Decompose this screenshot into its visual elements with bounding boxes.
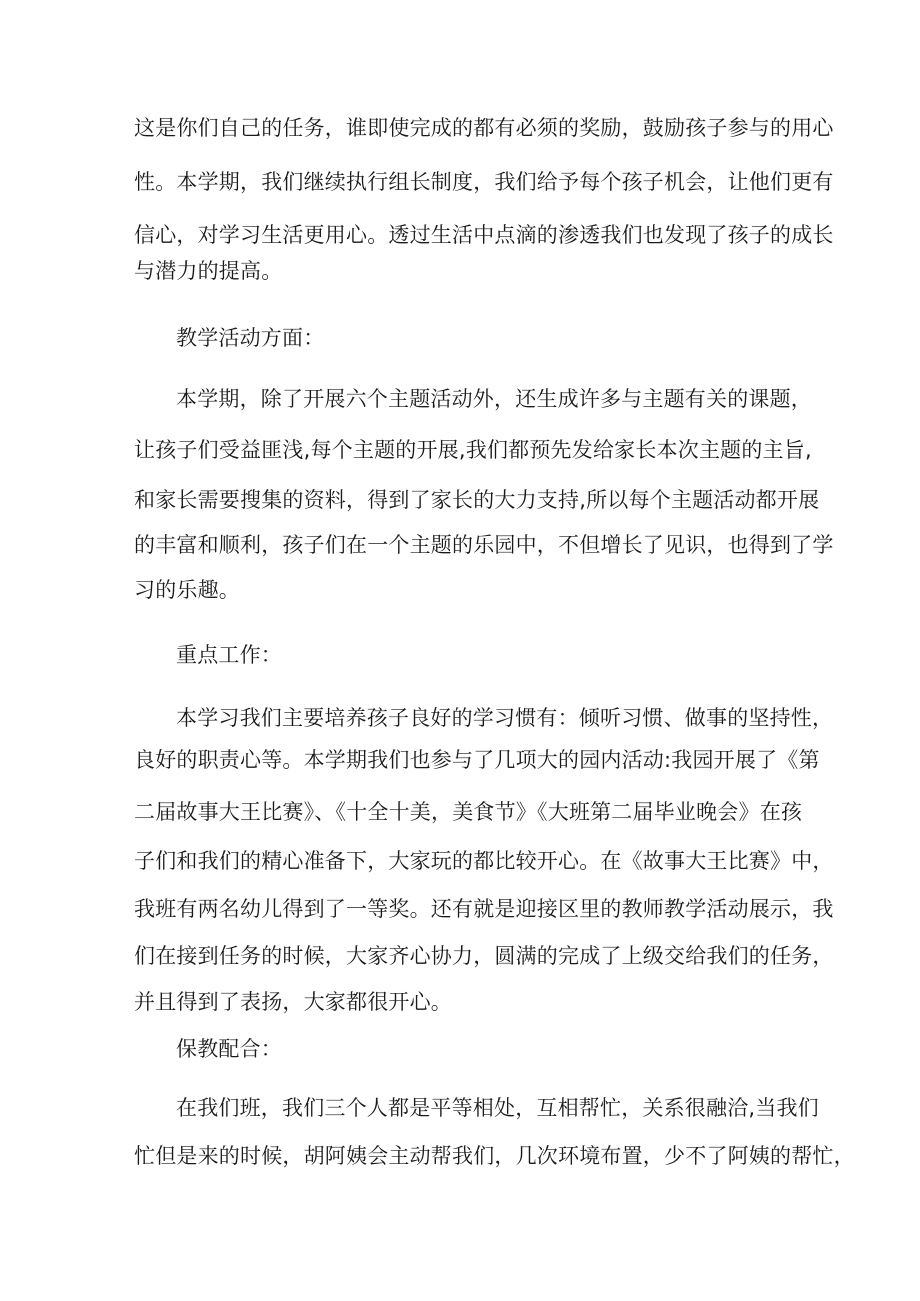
- paragraph-1-line-2: 性。本学期，我们继续执行组长制度，我们给予每个孩子机会，让他们更有: [134, 170, 834, 194]
- heading-cooperation: 保教配合：: [176, 1037, 282, 1061]
- paragraph-teaching-line-3: 和家长需要搜集的资料，得到了家长的大力支持,所以每个主题活动都开展: [134, 488, 820, 512]
- paragraph-1-line-1: 这是你们自己的任务，谁即使完成的都有必须的奖励，鼓励孩子参与的用心: [134, 116, 834, 140]
- heading-key-work: 重点工作：: [176, 643, 282, 667]
- paragraph-key-work-line-2: 良好的职责心等。本学期我们也参与了几项大的园内活动:我园开展了《第: [134, 748, 820, 772]
- paragraph-teaching-line-4: 的丰富和顺利，孩子们在一个主题的乐园中，不但增长了见识，也得到了学: [134, 533, 834, 557]
- paragraph-cooperation-line-2: 忙但是来的时候，胡阿姨会主动帮我们，几次环境布置，少不了阿姨的帮忙，: [134, 1144, 855, 1168]
- paragraph-teaching-line-1: 本学期，除了开展六个主题活动外，还生成许多与主题有关的课题，: [176, 387, 812, 411]
- heading-teaching-activities: 教学活动方面：: [176, 326, 325, 350]
- paragraph-1-line-4: 与潜力的提高。: [134, 259, 283, 283]
- paragraph-cooperation-line-1: 在我们班，我们三个人都是平等相处，互相帮忙，关系很融洽,当我们: [176, 1096, 819, 1120]
- paragraph-key-work-line-7: 并且得到了表扬，大家都很开心。: [134, 990, 452, 1014]
- paragraph-1-line-3: 信心，对学习生活更用心。透过生活中点滴的渗透我们也发现了孩子的成长: [134, 223, 834, 247]
- paragraph-key-work-line-1: 本学习我们主要培养孩子良好的学习惯有：倾听习惯、做事的坚持性，: [176, 706, 834, 730]
- paragraph-key-work-line-6: 们在接到任务的时候，大家齐心协力，圆满的完成了上级交给我们的任务，: [134, 944, 834, 968]
- paragraph-key-work-line-3: 二届故事大王比赛》、《十全十美，美食节》《大班第二届毕业晚会》在孩: [134, 800, 803, 824]
- paragraph-key-work-line-4: 子们和我们的精心准备下，大家玩的都比较开心。在《故事大王比赛》中，: [134, 849, 834, 873]
- paragraph-teaching-line-2: 让孩子们受益匪浅,每个主题的开展,我们都预先发给家长本次主题的主旨,: [134, 438, 812, 462]
- paragraph-teaching-line-5: 习的乐趣。: [134, 578, 240, 602]
- paragraph-key-work-line-5: 我班有两名幼儿得到了一等奖。还有就是迎接区里的教师教学活动展示，我: [134, 897, 834, 921]
